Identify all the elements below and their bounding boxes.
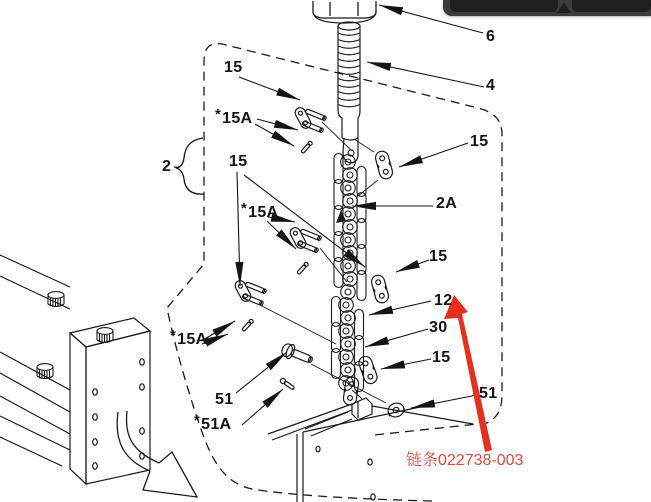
callout-6: 6 xyxy=(486,28,496,45)
callout-15-mid-left: 15 xyxy=(229,153,248,170)
floating-toolbar xyxy=(443,0,651,16)
callout-15a-mid: *15A xyxy=(241,200,279,221)
callout-51-left: 51 xyxy=(215,391,234,408)
callout-51a: *51A xyxy=(194,412,232,433)
callout-15-right-2: 15 xyxy=(429,248,448,265)
chain-part-annotation: 链条022738-003 xyxy=(406,452,524,469)
set-screw xyxy=(279,377,295,390)
callout-12: 12 xyxy=(434,292,453,309)
curved-pointer-arrow xyxy=(117,411,197,497)
hex-bolt-head xyxy=(313,1,376,23)
callout-15-top-left: 15 xyxy=(224,59,243,76)
roller-chain xyxy=(332,154,367,400)
brace xyxy=(174,138,204,194)
callout-2a: 2A xyxy=(436,195,458,212)
callout-4: 4 xyxy=(486,77,496,94)
callout-2: 2 xyxy=(162,158,172,175)
callout-15-top-right: 15 xyxy=(470,133,489,150)
threaded-rod xyxy=(338,22,360,163)
callout-51-right: 51 xyxy=(479,385,498,402)
highlight-arrow xyxy=(444,295,492,452)
callout-15a-top: *15A xyxy=(215,106,253,127)
toolbar-button-left[interactable] xyxy=(450,0,558,12)
left-bracket xyxy=(0,255,150,484)
lock-nut xyxy=(37,292,113,379)
callout-15-right-3: 15 xyxy=(432,349,451,366)
toolbar-button-right[interactable] xyxy=(572,0,651,12)
toolbar-notch xyxy=(557,2,571,13)
callout-15a-bottom: *15A xyxy=(170,327,208,348)
bottom-plate xyxy=(268,398,473,502)
callout-30: 30 xyxy=(429,319,448,336)
